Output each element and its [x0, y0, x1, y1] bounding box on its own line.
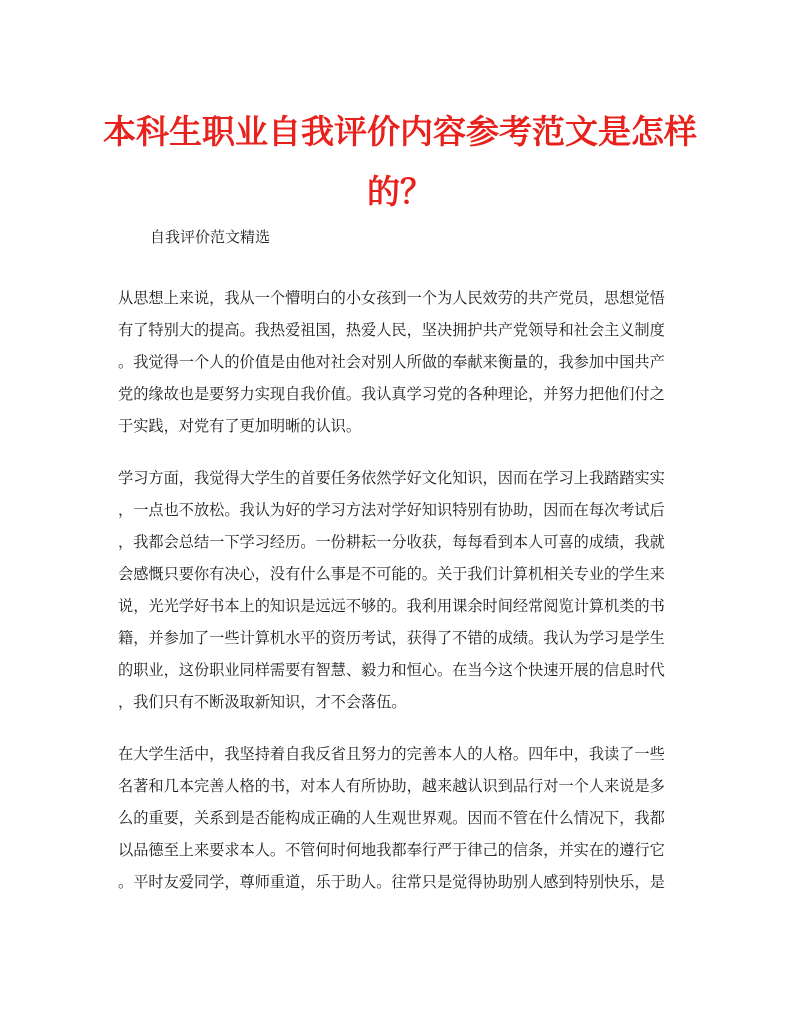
paragraph-line: ，我们只有不断汲取新知识，才不会落伍。	[118, 693, 407, 711]
paragraph-line: 说，光光学好书本上的知识是远远不够的。我利用课余时间经常阅览计算机类的书	[118, 597, 665, 615]
paragraph-line: ，一点也不放松。我认为好的学习方法对学好知识特别有协助，因而在每次考试后	[118, 501, 665, 519]
paragraph-line: 有了特别大的提高。我热爱祖国，热爱人民，坚决拥护共产党领导和社会主义制度	[118, 321, 665, 339]
paragraph-line: 籍，并参加了一些计算机水平的资历考试，获得了不错的成绩。我认为学习是学生	[118, 629, 665, 647]
paragraph-line: 会感慨只要你有决心，没有什么事是不可能的。关于我们计算机相关专业的学生来	[118, 565, 665, 583]
paragraph-line: 从思想上来说，我从一个懵明白的小女孩到一个为人民效劳的共产党员，思想觉悟	[118, 289, 665, 307]
page-title-line-1: 本科生职业自我评价内容参考范文是怎样	[103, 112, 697, 151]
paragraph-line: 以品德至上来要求本人。不管何时何地我都奉行严于律己的信条，并实在的遵行它	[118, 841, 665, 859]
paragraph-ideology	[118, 282, 688, 442]
paragraph-line: 学习方面，我觉得大学生的首要任务依然学好文化知识，因而在学习上我踏踏实实	[118, 469, 665, 487]
paragraph-line: 名著和几本完善人格的书，对本人有所协助，越来越认识到品行对一个人来说是多	[118, 777, 665, 795]
subtitle: 自我评价范文精选	[150, 228, 271, 246]
paragraph-study	[118, 462, 688, 718]
paragraph-line: ，我都会总结一下学习经历。一份耕耘一分收获，每每看到本人可喜的成绩，我就	[118, 533, 665, 551]
paragraph-line: 。平时友爱同学，尊师重道，乐于助人。往常只是觉得协助别人感到特别快乐，是	[118, 873, 665, 891]
page-title-line-2: 的？	[367, 172, 433, 211]
paragraph-life	[118, 738, 688, 898]
paragraph-line: 的职业，这份职业同样需要有智慧、毅力和恒心。在当今这个快速开展的信息时代	[118, 661, 665, 679]
paragraph-line: 党的缘故也是要努力实现自我价值。我认真学习党的各种理论，并努力把他们付之	[118, 385, 665, 403]
paragraph-line: 。我觉得一个人的价值是由他对社会对别人所做的奉献来衡量的，我参加中国共产	[118, 353, 665, 371]
paragraph-line: 于实践，对党有了更加明晰的认识。	[118, 417, 361, 435]
paragraph-line: 么的重要，关系到是否能构成正确的人生观世界观。因而不管在什么情况下，我都	[118, 809, 665, 827]
paragraph-line: 在大学生活中，我坚持着自我反省且努力的完善本人的人格。四年中，我读了一些	[118, 745, 665, 763]
